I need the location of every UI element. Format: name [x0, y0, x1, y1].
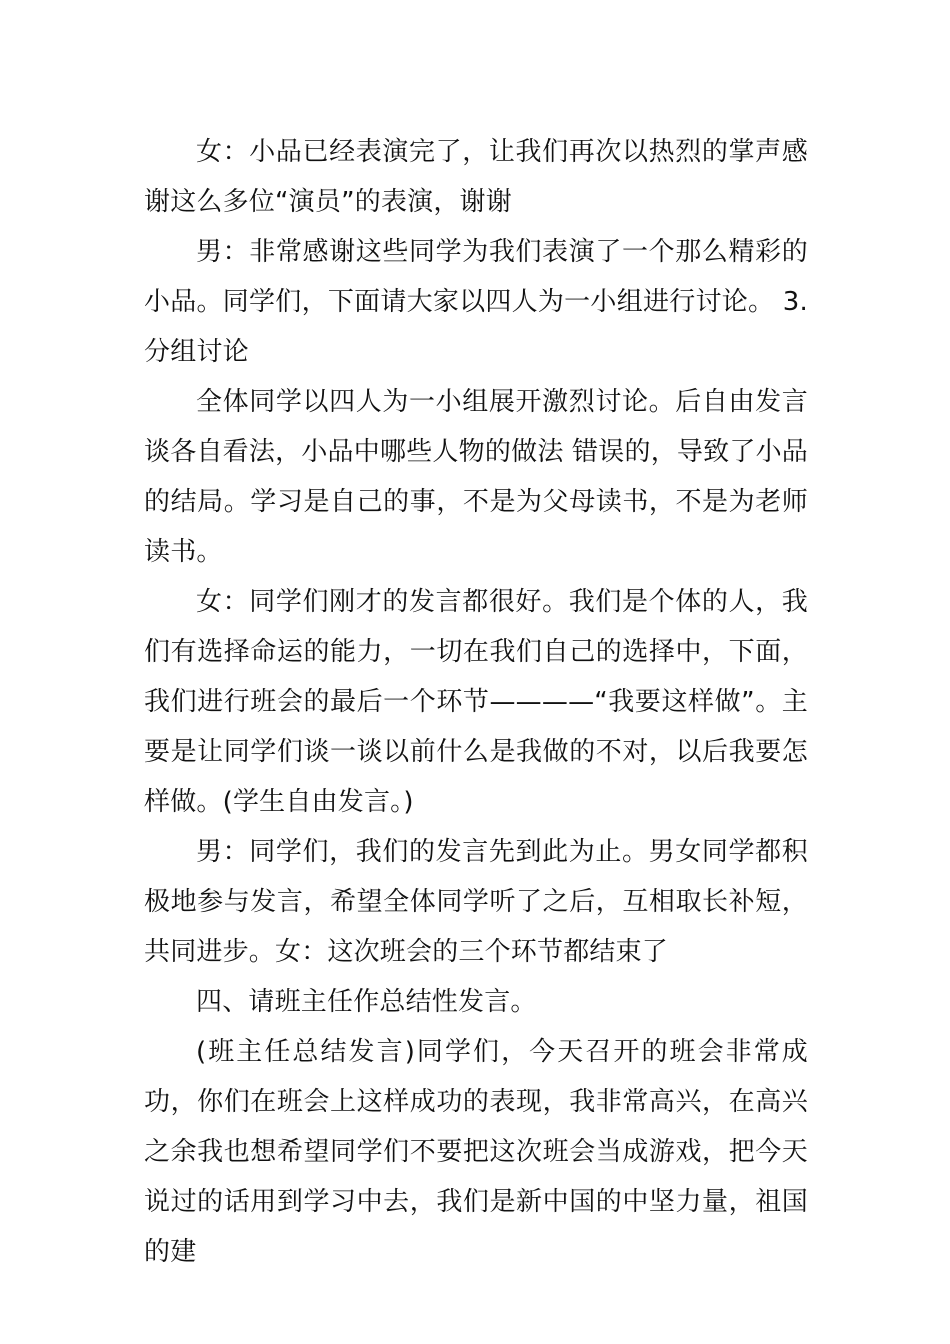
document-body — [144, 127, 808, 1277]
paragraph-teacher-summary: (班主任总结发言)同学们，今天召开的班会非常成功，你们在班会上这样成功的表现，我非常高兴，在高兴之余我也想希望同学们不要把这次班会当成游戏，把今天说过的话用到学习中去，我们是新中国的中坚力量，祖国的建 — [144, 1037, 808, 1267]
paragraph-male-group-discussion: 男：非常感谢这些同学为我们表演了一个那么精彩的小品。同学们，下面请大家以四人为一小组进行讨论。 3.分组讨论 — [144, 237, 808, 367]
paragraph-female-closing-skit: 女：小品已经表演完了，让我们再次以热烈的掌声感谢这么多位“演员”的表演，谢谢 — [144, 137, 808, 217]
paragraph-section-heading: 四、请班主任作总结性发言。 — [196, 987, 537, 1017]
paragraph-class-discussion: 全体同学以四人为一小组展开激烈讨论。后自由发言谈各自看法，小品中哪些人物的做法 错误的，导致了小品的结局。学习是自己的事，不是为父母读书，不是为老师读书。 — [144, 387, 808, 567]
paragraph-male-wrap-up: 男：同学们，我们的发言先到此为止。男女同学都积极地参与发言，希望全体同学听了之后，互相取长补短，共同进步。女：这次班会的三个环节都结束了 — [144, 837, 808, 967]
paragraph-female-final-section: 女：同学们刚才的发言都很好。我们是个体的人，我们有选择命运的能力，一切在我们自己的选择中，下面，我们进行班会的最后一个环节————“我要这样做”。主要是让同学们谈一谈以前什么是我做的不对，以后我要怎样做。(学生自由发言。) — [144, 587, 808, 817]
